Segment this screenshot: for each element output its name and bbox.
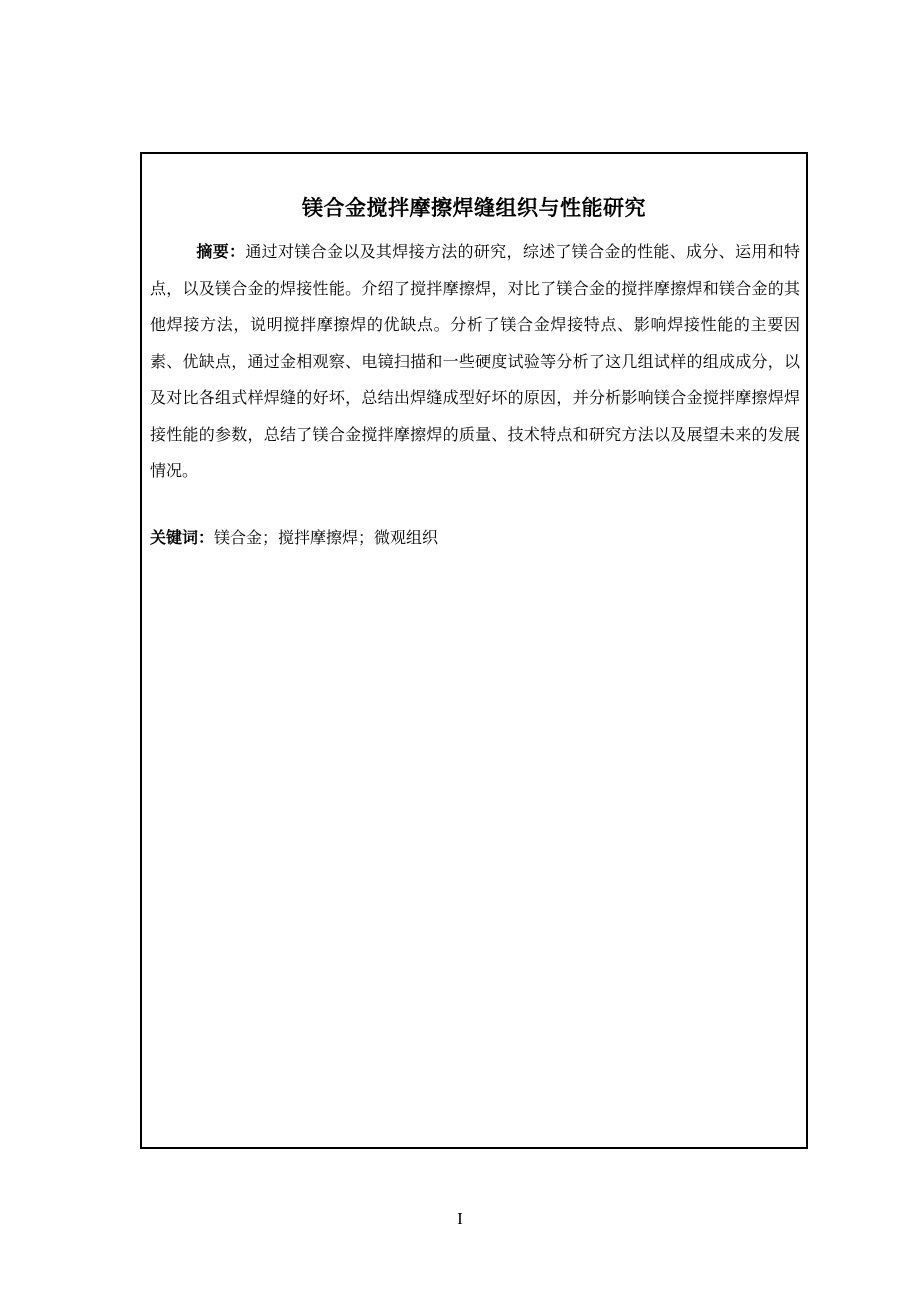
abstract-label: 摘要： bbox=[196, 242, 246, 261]
keywords-line bbox=[150, 520, 800, 556]
document-title: 镁合金搅拌摩擦焊缝组织与性能研究 bbox=[302, 196, 646, 220]
abstract-frame bbox=[140, 152, 808, 1149]
abstract-paragraph bbox=[150, 234, 800, 490]
abstract-text: 通过对镁合金以及其焊接方法的研究，综述了镁合金的性能、成分、运用和特点，以及镁合金的焊接性能。介绍了搅拌摩擦焊，对比了镁合金的搅拌摩擦焊和镁合金的其他焊接方法，说明搅拌摩擦焊的优缺点。分析了镁合金焊接特点、影响焊接性能的主要因素、优缺点，通过金相观察、电镜扫描和一些硬度试验等分析了这几组试样的组成成分，以及对比各组式样焊缝的好坏，总结出焊缝成型好坏的原因，并分析影响镁合金搅拌摩擦焊焊接性能的参数，总结了镁合金搅拌摩擦焊的质量、技术特点和研究方法以及展望未来的发展情况。 bbox=[150, 242, 800, 480]
page-number: I bbox=[457, 1209, 463, 1228]
keywords-label: 关键词： bbox=[150, 528, 215, 547]
keywords-text: 镁合金；搅拌摩擦焊；微观组织 bbox=[214, 528, 439, 547]
